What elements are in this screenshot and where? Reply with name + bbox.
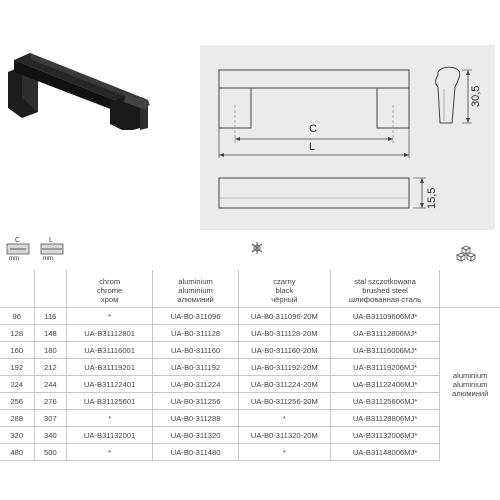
product-photo [0, 20, 185, 130]
table-cell-c: 480 [0, 444, 34, 461]
table-cell-l: 116 [34, 308, 67, 325]
header-side [440, 270, 500, 308]
package-cubes-icon [455, 245, 477, 263]
unit-l-mm: mm [43, 256, 53, 262]
spacing-c-icon [6, 243, 30, 255]
table-row [0, 410, 500, 427]
table-row [0, 308, 500, 325]
table-cell-alu: UA-B0-311128 [153, 325, 239, 342]
table-cell-alu: UA-B0-311288 [153, 410, 239, 427]
side-finish-line: aluminium [452, 370, 488, 380]
table-cell-chrome: UA-B31116001 [67, 342, 153, 359]
table-cell-black: UA-B0-311224-20M [239, 376, 331, 393]
length-l-icon [40, 243, 64, 255]
table-cell-c: 288 [0, 410, 34, 427]
table-cell-steel: UA-B31128806MJ* [330, 410, 440, 427]
table-cell-l: 340 [34, 427, 67, 444]
table-cell-alu: UA-B0-311480 [153, 444, 239, 461]
header-brushed-steel [330, 270, 440, 308]
table-cell-c: 224 [0, 376, 34, 393]
table-cell-steel: UA-B31125606MJ* [330, 393, 440, 410]
header-chrome [67, 270, 153, 308]
table-row [0, 427, 500, 444]
header-chrome-line: chrome [96, 286, 123, 295]
table-cell-alu: UA-B0-311320 [153, 427, 239, 444]
header-aluminium-line: aluminium [178, 286, 213, 295]
table-cell-c: 160 [0, 342, 34, 359]
side-finish-line: aluminium [452, 379, 488, 389]
table-cell-steel: UA-B31119206MJ* [330, 359, 440, 376]
table-cell-chrome: UA-B31122401 [67, 376, 153, 393]
table-cell-c: 128 [0, 325, 34, 342]
table-cell-black: * [239, 444, 331, 461]
table-row [0, 342, 500, 359]
header-l [34, 270, 67, 308]
table-row [0, 393, 500, 410]
table-cell-black: UA-B0-311096-20M [239, 308, 331, 325]
unit-l-label: L [49, 237, 53, 244]
table-cell-chrome: * [67, 410, 153, 427]
table-cell-black: * [239, 410, 331, 427]
table-cell-steel: UA-B31122406MJ* [330, 376, 440, 393]
table-cell-chrome: * [67, 444, 153, 461]
technical-drawing [200, 45, 495, 230]
table-cell-c: 256 [0, 393, 34, 410]
table-cell-c: 320 [0, 427, 34, 444]
table-cell-chrome: UA-B31112801 [67, 325, 153, 342]
table-header-icons [0, 237, 500, 271]
table-cell-l: 148 [34, 325, 67, 342]
dimension-l-label: L [309, 141, 316, 153]
table-cell-black: UA-B0-311320-20M [239, 427, 331, 444]
header-steel-line: шлифованная сталь [349, 295, 422, 304]
table-cell-l: 212 [34, 359, 67, 376]
table-cell-steel: UA-B31148006MJ* [330, 444, 440, 461]
table-header-row [0, 270, 500, 308]
table-row [0, 444, 500, 461]
table-cell-alu: UA-B0-311192 [153, 359, 239, 376]
table-cell-black: UA-B0-311160-20M [239, 342, 331, 359]
header-chrome-line: chrom [99, 277, 121, 286]
table-row [0, 325, 500, 342]
table-cell-black: UA-B0-311192-20M [239, 359, 331, 376]
product-table [0, 270, 500, 461]
table-cell-steel: UA-B31109606MJ* [330, 308, 440, 325]
table-cell-black: UA-B0-311128-20M [239, 325, 331, 342]
finish-icon [250, 241, 264, 255]
table-cell-steel: UA-B31132006MJ* [330, 427, 440, 444]
side-finish-line: алюминий [452, 388, 489, 398]
table-cell-chrome: UA-B31132001 [67, 427, 153, 444]
table-cell-l: 180 [34, 342, 67, 359]
unit-c-label: C [15, 237, 21, 244]
table-cell-steel: UA-B31116006MJ* [330, 342, 440, 359]
dimension-c-label: C [309, 123, 317, 135]
table-row [0, 376, 500, 393]
table-row [0, 359, 500, 376]
header-black-line: чёрный [271, 295, 298, 304]
header-steel-line: stal szczotkowana [354, 277, 416, 286]
header-aluminium-line: алюминий [177, 295, 214, 304]
header-aluminium [153, 270, 239, 308]
header-black-line: czarny [273, 277, 296, 286]
header-steel-line: brushed steel [362, 286, 408, 295]
table-cell-chrome: UA-B31125601 [67, 393, 153, 410]
table-cell-c: 192 [0, 359, 34, 376]
table-cell-alu: UA-B0-311224 [153, 376, 239, 393]
table-cell-alu: UA-B0-311096 [153, 308, 239, 325]
table-cell-steel: UA-B31112806MJ* [330, 325, 440, 342]
table-cell-chrome: UA-B31119201 [67, 359, 153, 376]
side-finish-label [440, 308, 500, 461]
table-cell-alu: UA-B0-311256 [153, 393, 239, 410]
header-c [0, 270, 34, 308]
table-cell-l: 244 [34, 376, 67, 393]
table-cell-chrome: * [67, 308, 153, 325]
header-aluminium-line: aluminium [178, 277, 213, 286]
table-cell-l: 500 [34, 444, 67, 461]
table-cell-l: 276 [34, 393, 67, 410]
dimension-base-height-label: 15,5 [426, 187, 438, 209]
header-black [239, 270, 331, 308]
dimension-height-label: 30,5 [470, 85, 482, 107]
table-cell-l: 307 [34, 410, 67, 427]
table-cell-c: 96 [0, 308, 34, 325]
unit-c-mm: mm [9, 256, 19, 262]
table-cell-black: UA-B0-311256-20M [239, 393, 331, 410]
header-chrome-line: хром [100, 295, 119, 304]
header-black-line: black [275, 286, 294, 295]
table-cell-alu: UA-B0-311160 [153, 342, 239, 359]
